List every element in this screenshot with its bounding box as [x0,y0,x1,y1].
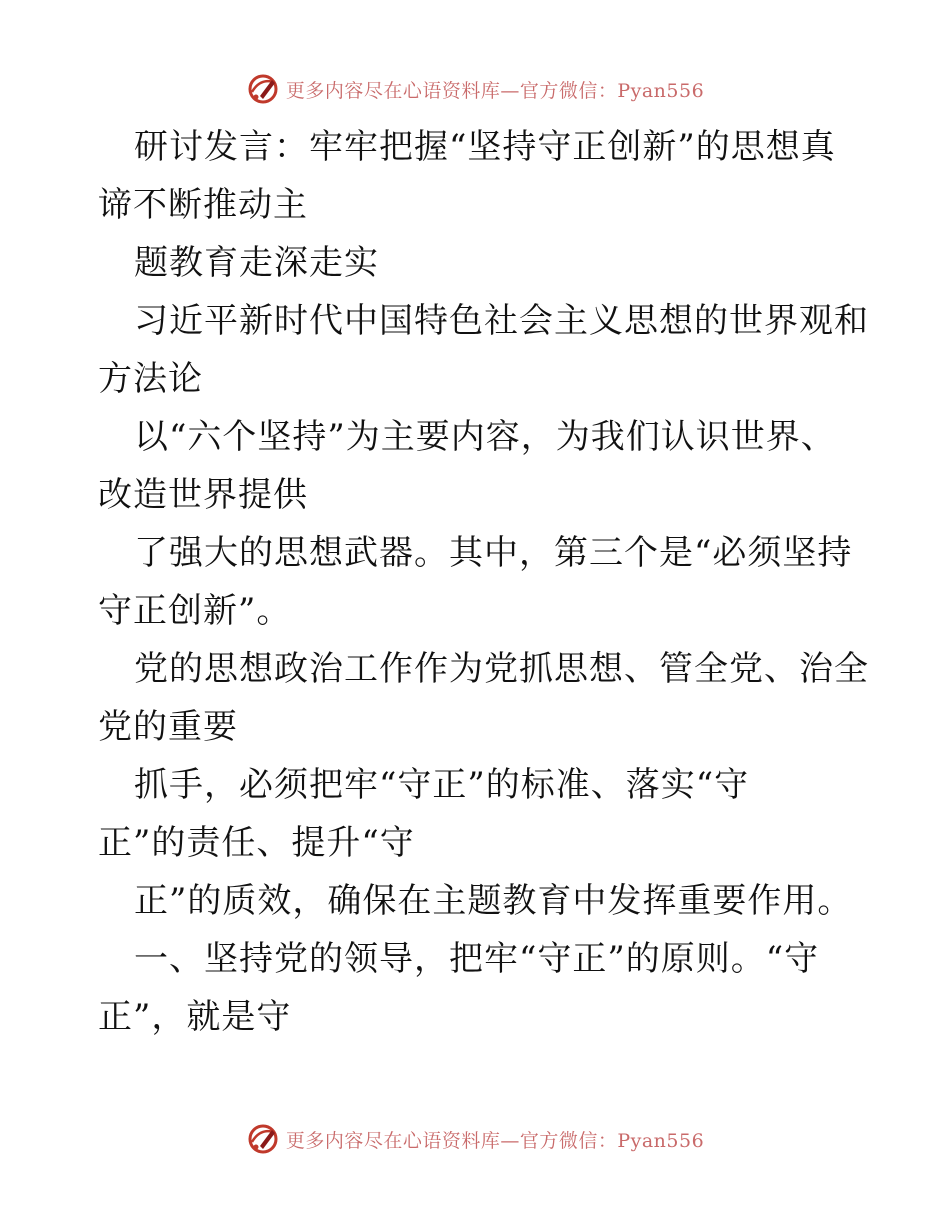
paragraph-line: 研讨发言：牢牢把握“坚持守正创新”的思想真 [134,127,836,167]
header-banner-text: 更多内容尽在心语资料库—官方微信：Pyan556 [285,79,705,102]
paragraph-line: 方法论 [98,359,203,399]
pen-swirl-logo-icon [246,1122,280,1156]
paragraph-line: 守正创新”。 [98,591,292,631]
footer-banner-text: 更多内容尽在心语资料库—官方微信：Pyan556 [285,1129,705,1152]
paragraph-line: 题教育走深走实 [134,243,379,283]
paragraph-line: 一、坚持党的领导，把牢“守正”的原则。“守 [134,939,820,979]
paragraph-line: 改造世界提供 [98,475,308,515]
page-header-banner [0,72,950,106]
paragraph-line: 抓手，必须把牢“守正”的标准、落实“守 [134,765,750,805]
paragraph-line: 习近平新时代中国特色社会主义思想的世界观和 [134,301,869,341]
page-footer-banner [0,1122,950,1156]
paragraph-line: 党的重要 [98,707,238,747]
paragraph-line: 以“六个坚持”为主要内容，为我们认识世界、 [134,417,836,457]
paragraph-line: 党的思想政治工作作为党抓思想、管全党、治全 [134,649,869,689]
pen-swirl-logo-icon [246,72,280,106]
paragraph-line: 了强大的思想武器。其中，第三个是“必须坚持 [134,533,853,573]
paragraph-line: 正”的责任、提升“守 [98,823,415,863]
paragraph-line: 谛不断推动主 [98,185,308,225]
paragraph-line: 正”的质效，确保在主题教育中发挥重要作用。 [134,881,853,921]
document-body [98,118,869,1046]
paragraph-line: 正”，就是守 [98,997,292,1037]
